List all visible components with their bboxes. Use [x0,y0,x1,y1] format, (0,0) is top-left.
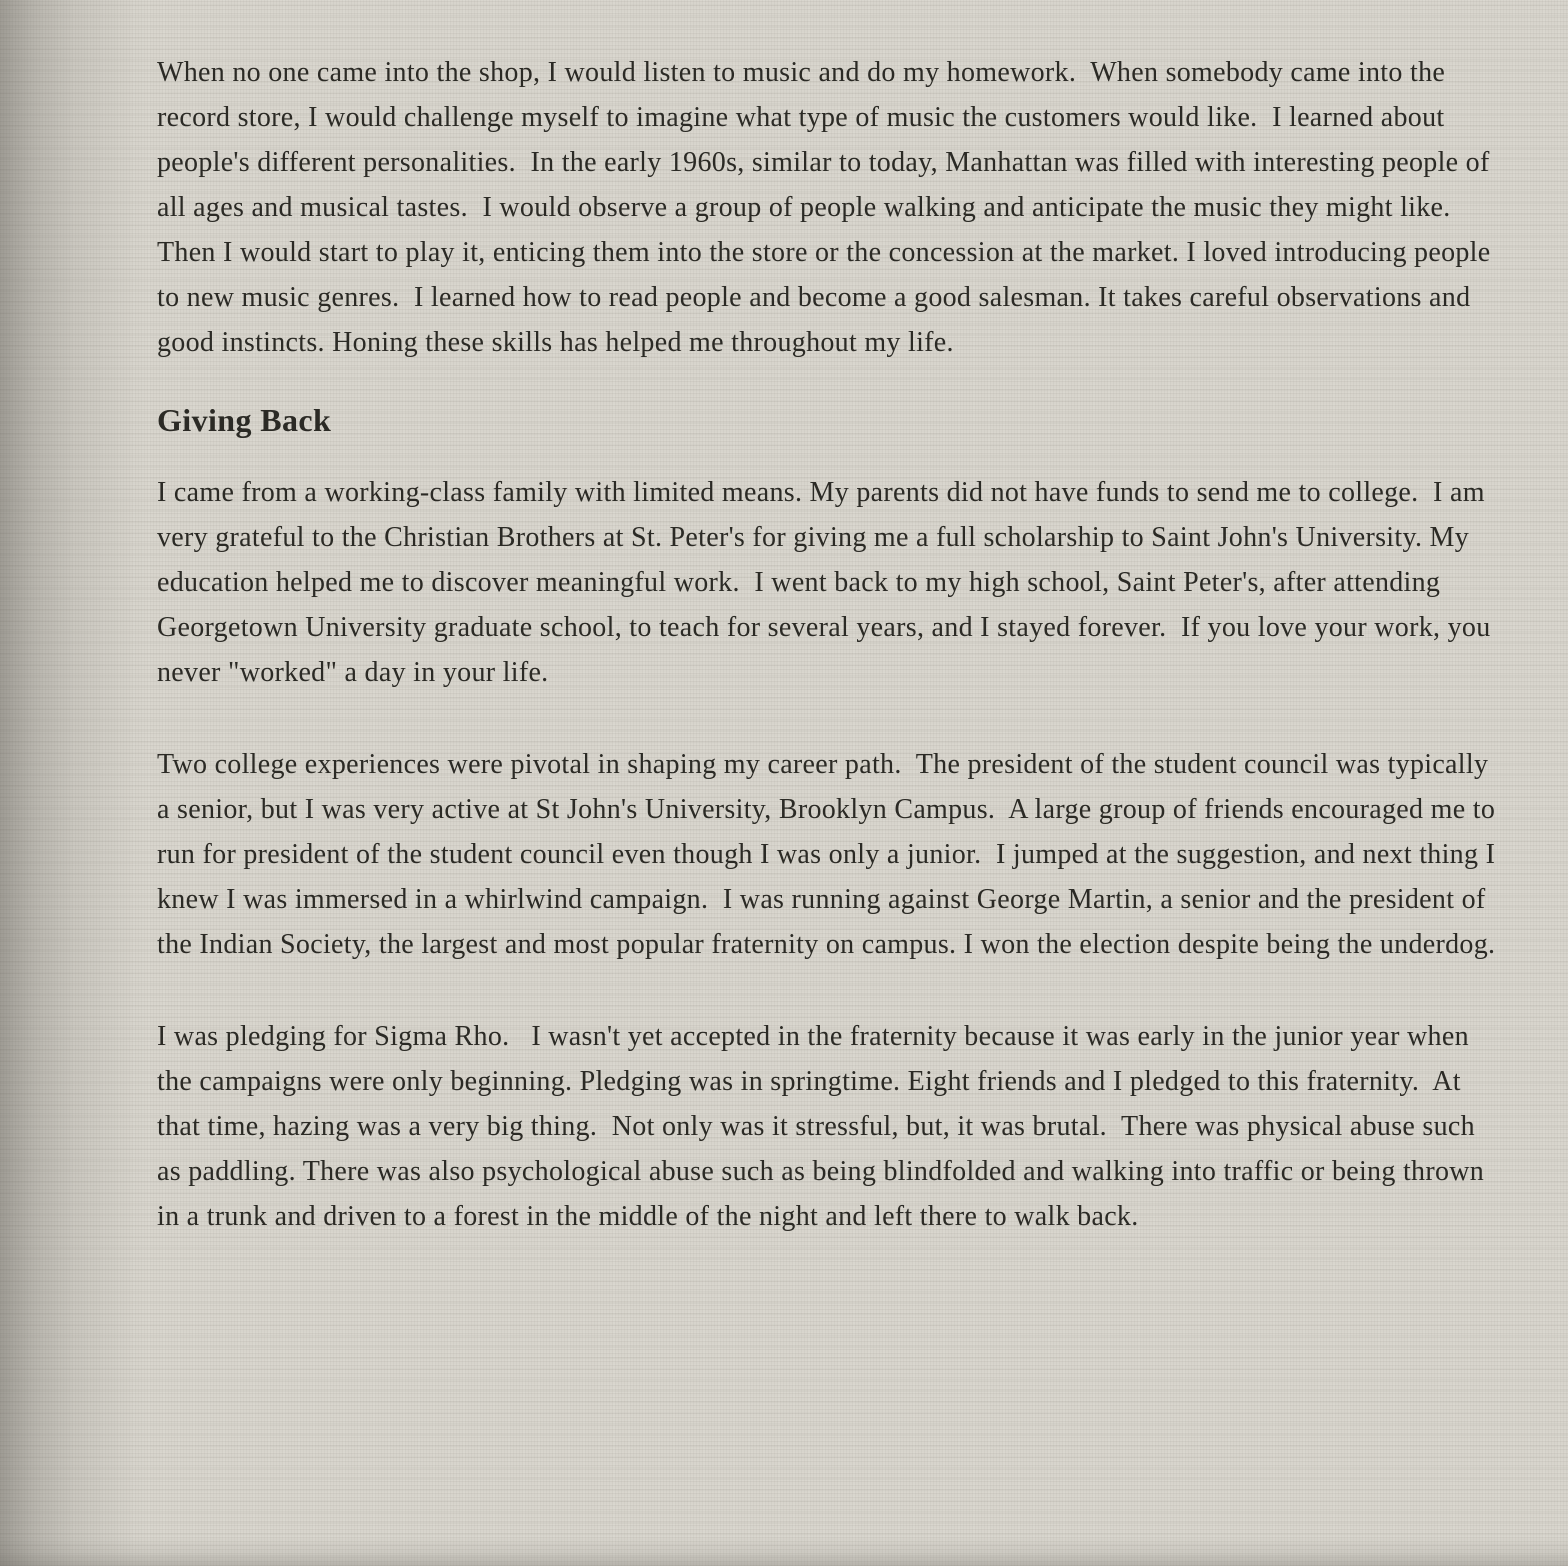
paragraph-record-store: When no one came into the shop, I would listen to music and do my homework. When somebody came into the record store, I would challenge myself to imagine what type of music the customers would like. I learned about people's different personalities. In the early 1960s, similar to today, Manhattan was filled with interesting people of all ages and musical tastes. I would observe a group of people walking and anticipate the music they might like. Then I would start to play it, enticing them into the store or the concession at the market. I loved introducing people to new music genres. I learned how to read people and become a good salesman. It takes careful observations and good instincts. Honing these skills has helped me throughout my life. [157,57,1498,358]
paragraph-student-council-election: Two college experiences were pivotal in shaping my career path. The president of the student council was typically a senior, but I was very active at St John's University, Brooklyn Campus. A large group of friends encouraged me to run for president of the student council even though I was only a junior. I jumped at the suggestion, and next thing I knew I was immersed in a whirlwind campaign. I was running against George Martin, a senior and the president of the Indian Society, the largest and most popular fraternity on campus. I won the election despite being the underdog. [157,749,1503,960]
paragraph-fraternity-pledging: I was pledging for Sigma Rho. I wasn't yet accepted in the fraternity because it was early in the junior year when the campaigns were only beginning. Pledging was in springtime. Eight friends and I pledged to this fraternity. At that time, hazing was a very big thing. Not only was it stressful, but, it was brutal. There was physical abuse such as paddling. There was also psychological abuse such as being blindfolded and walking into traffic or being thrown in a trunk and driven to a forest in the middle of the night and left there to walk back. [157,1021,1492,1232]
section-heading-giving-back: Giving Back [157,402,332,438]
page-bottom-edge-shadow [0,1536,1568,1566]
paragraph-scholarship: I came from a working-class family with limited means. My parents did not have funds to send me to college. I am very grateful to the Christian Brothers at St. Peter's for giving me a full scholarship to Saint John's University. My education helped me to discover meaningful work. I went back to my high school, Saint Peter's, after attending Georgetown University graduate school, to teach for several years, and I stayed forever. If you love your work, you never "worked" a day in your life. [157,477,1498,688]
